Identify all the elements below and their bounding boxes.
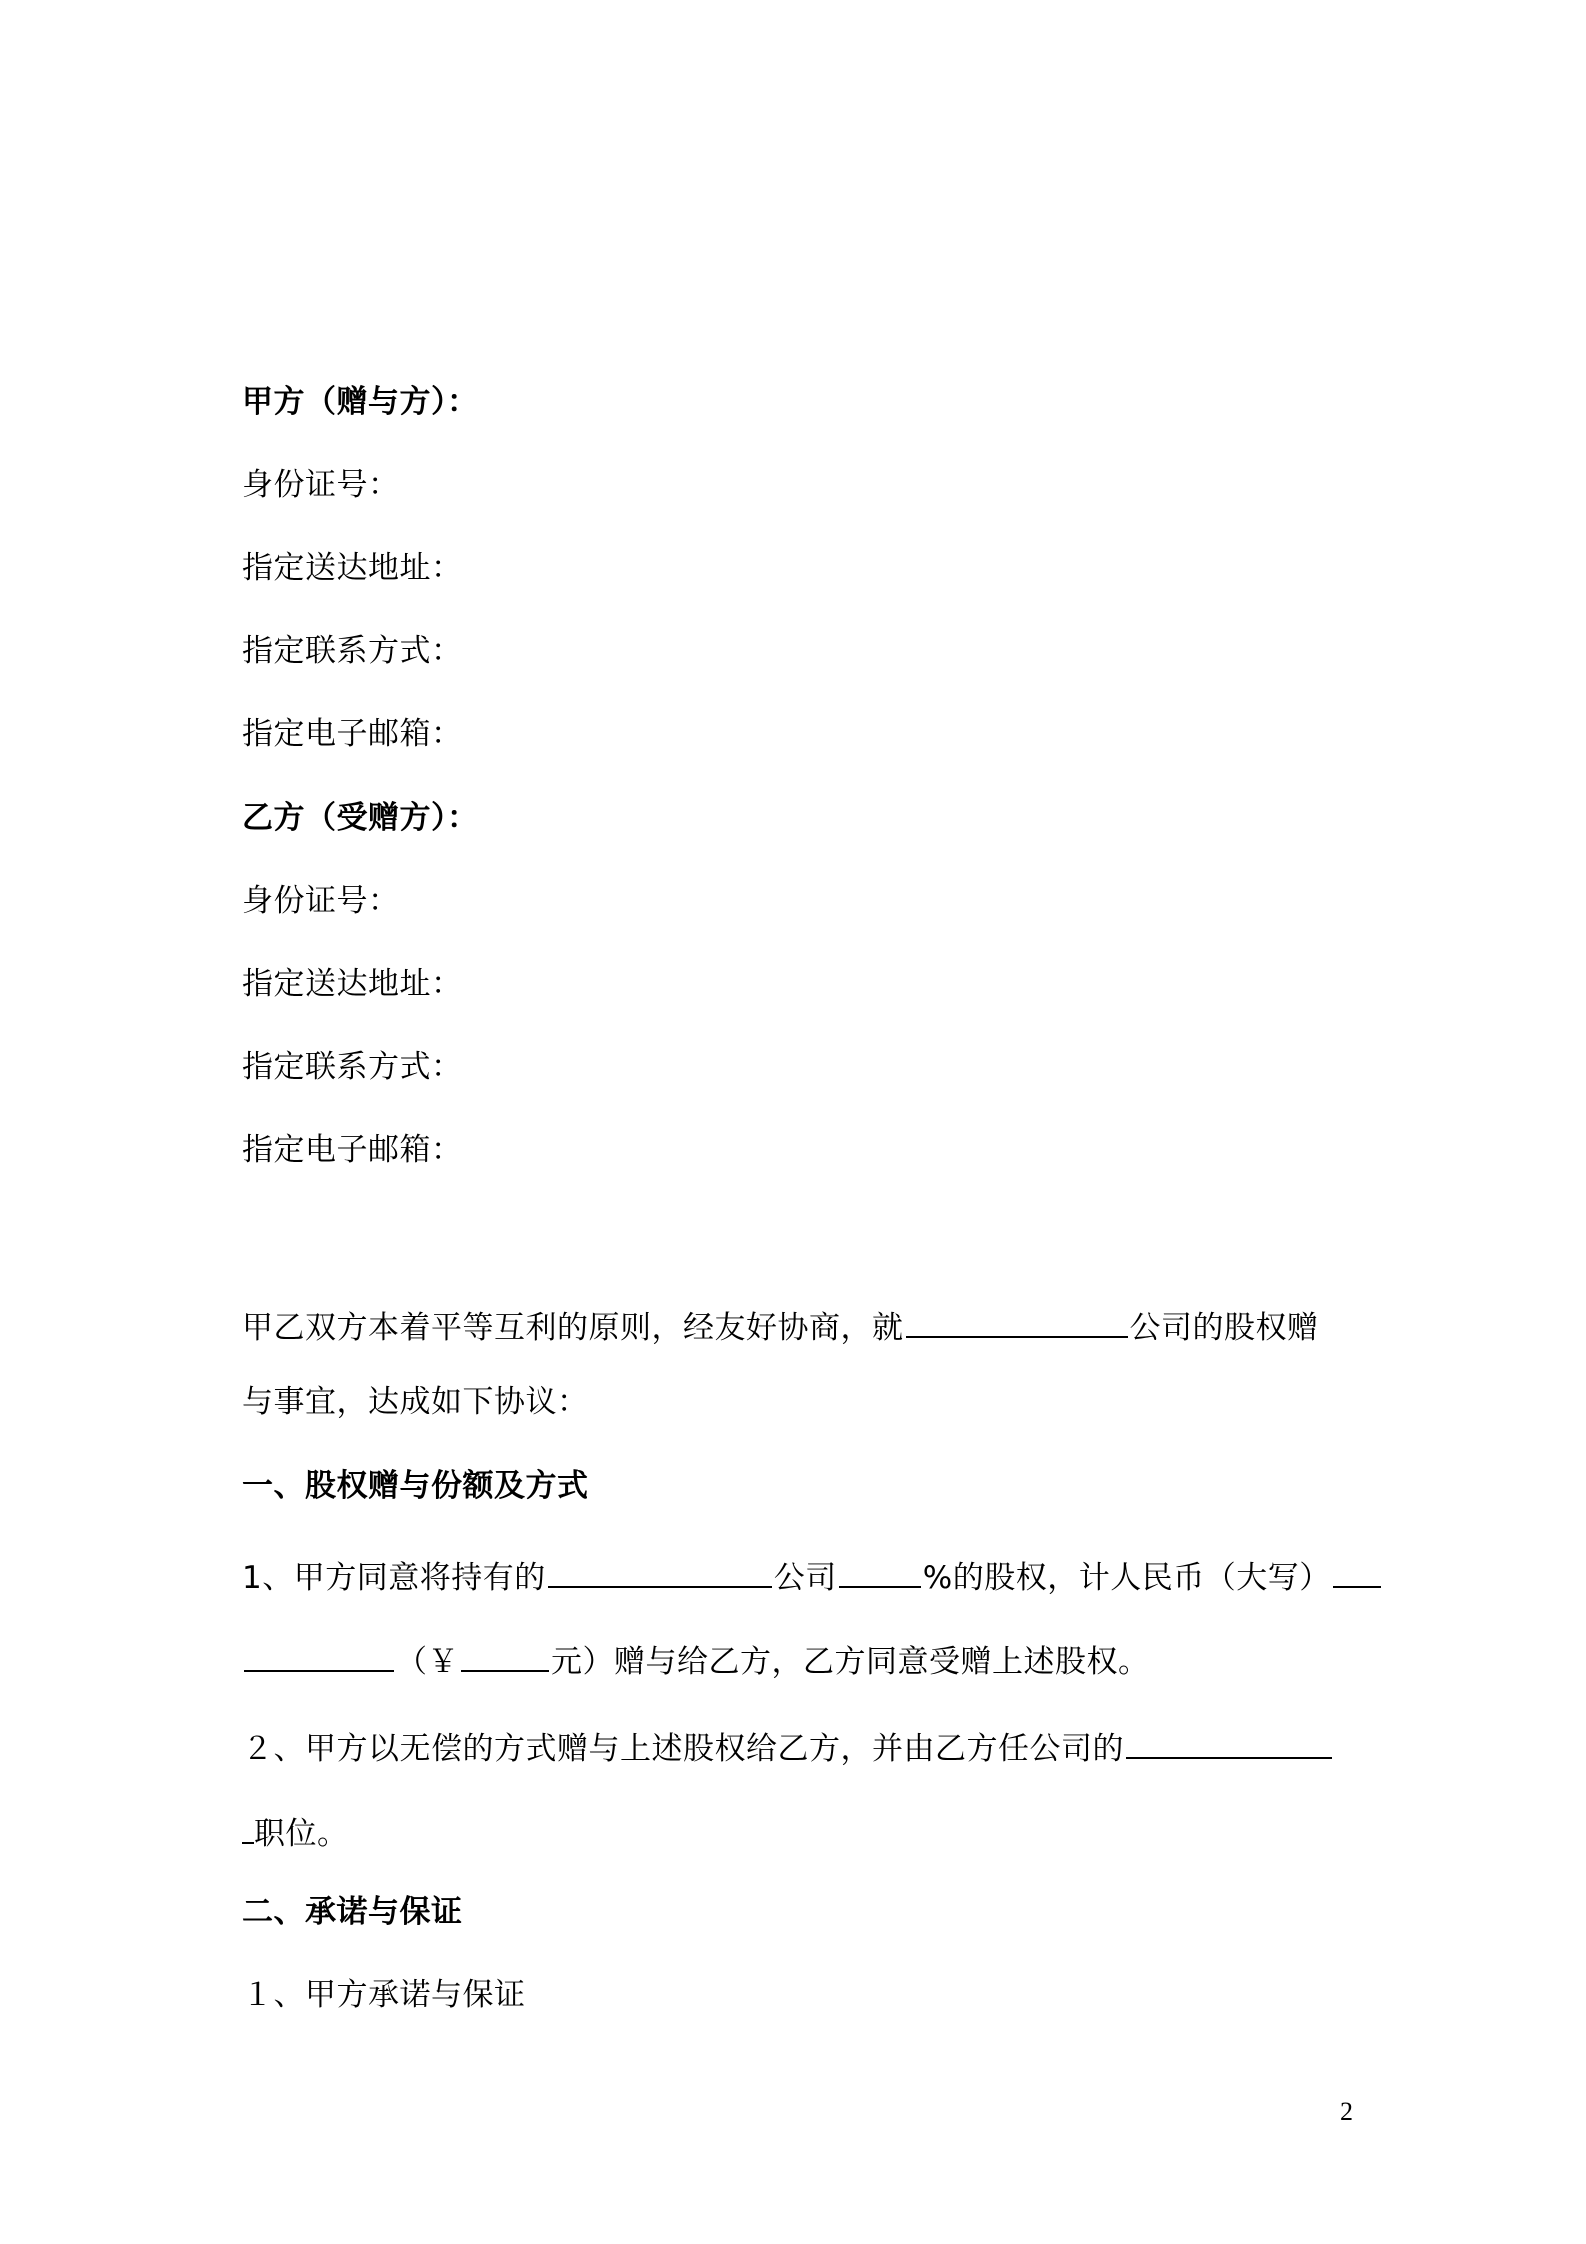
section-2-sub-1: １、甲方承诺与保证 (242, 1977, 526, 2013)
preamble-line-2: 与事宜，达成如下协议： (242, 1384, 589, 1420)
amount-words-blank-start (1333, 1556, 1381, 1588)
preamble-text-2: 公司的股权赠 (1129, 1310, 1319, 1346)
party-a-email-label: 指定电子邮箱： (242, 716, 463, 752)
section-1-title: 一、股权赠与份额及方式 (242, 1468, 589, 1504)
clause-2-text-a: ２、甲方以无偿的方式赠与上述股权给乙方，并由乙方任公司的 (242, 1731, 1124, 1767)
preamble-text-1: 甲乙双方本着平等互利的原则，经友好协商，就 (242, 1310, 904, 1346)
section-2-title: 二、承诺与保证 (242, 1894, 463, 1930)
party-a-id-label: 身份证号： (242, 467, 400, 503)
position-blank (1126, 1727, 1332, 1759)
clause-1-text-a: 1、甲方同意将持有的 (242, 1560, 546, 1596)
party-a-contact-label: 指定联系方式： (242, 633, 463, 669)
party-a-address-label: 指定送达地址： (242, 550, 463, 586)
held-company-blank (548, 1556, 772, 1588)
percent-blank (839, 1556, 921, 1588)
clause-1-text-d: （￥ (396, 1644, 459, 1680)
clause-1-text-c: %的股权，计人民币（大写） (922, 1560, 1331, 1596)
clause-1-line-2 (242, 1640, 1150, 1682)
page-number: 2 (1340, 2097, 1353, 2126)
amount-number-blank (461, 1640, 549, 1672)
party-b-heading: 乙方（受赠方）： (242, 800, 479, 836)
amount-words-blank-end (244, 1640, 394, 1672)
party-a-heading: 甲方（赠与方）： (242, 384, 479, 420)
preamble-line-1 (242, 1306, 1319, 1348)
position-blank-end (242, 1812, 254, 1844)
party-b-id-label: 身份证号： (242, 883, 400, 919)
party-b-address-label: 指定送达地址： (242, 966, 463, 1002)
clause-2-line-1 (242, 1727, 1334, 1769)
clause-2-line-2 (242, 1812, 349, 1854)
clause-1-text-b: 公司 (773, 1560, 837, 1596)
clause-2-text-b: 职位。 (254, 1816, 349, 1852)
company-name-blank (906, 1306, 1128, 1338)
clause-1-text-e: 元）赠与给乙方，乙方同意受赠上述股权。 (551, 1644, 1150, 1680)
party-b-email-label: 指定电子邮箱： (242, 1132, 463, 1168)
clause-1-line-1 (242, 1556, 1383, 1598)
party-b-contact-label: 指定联系方式： (242, 1049, 463, 1085)
